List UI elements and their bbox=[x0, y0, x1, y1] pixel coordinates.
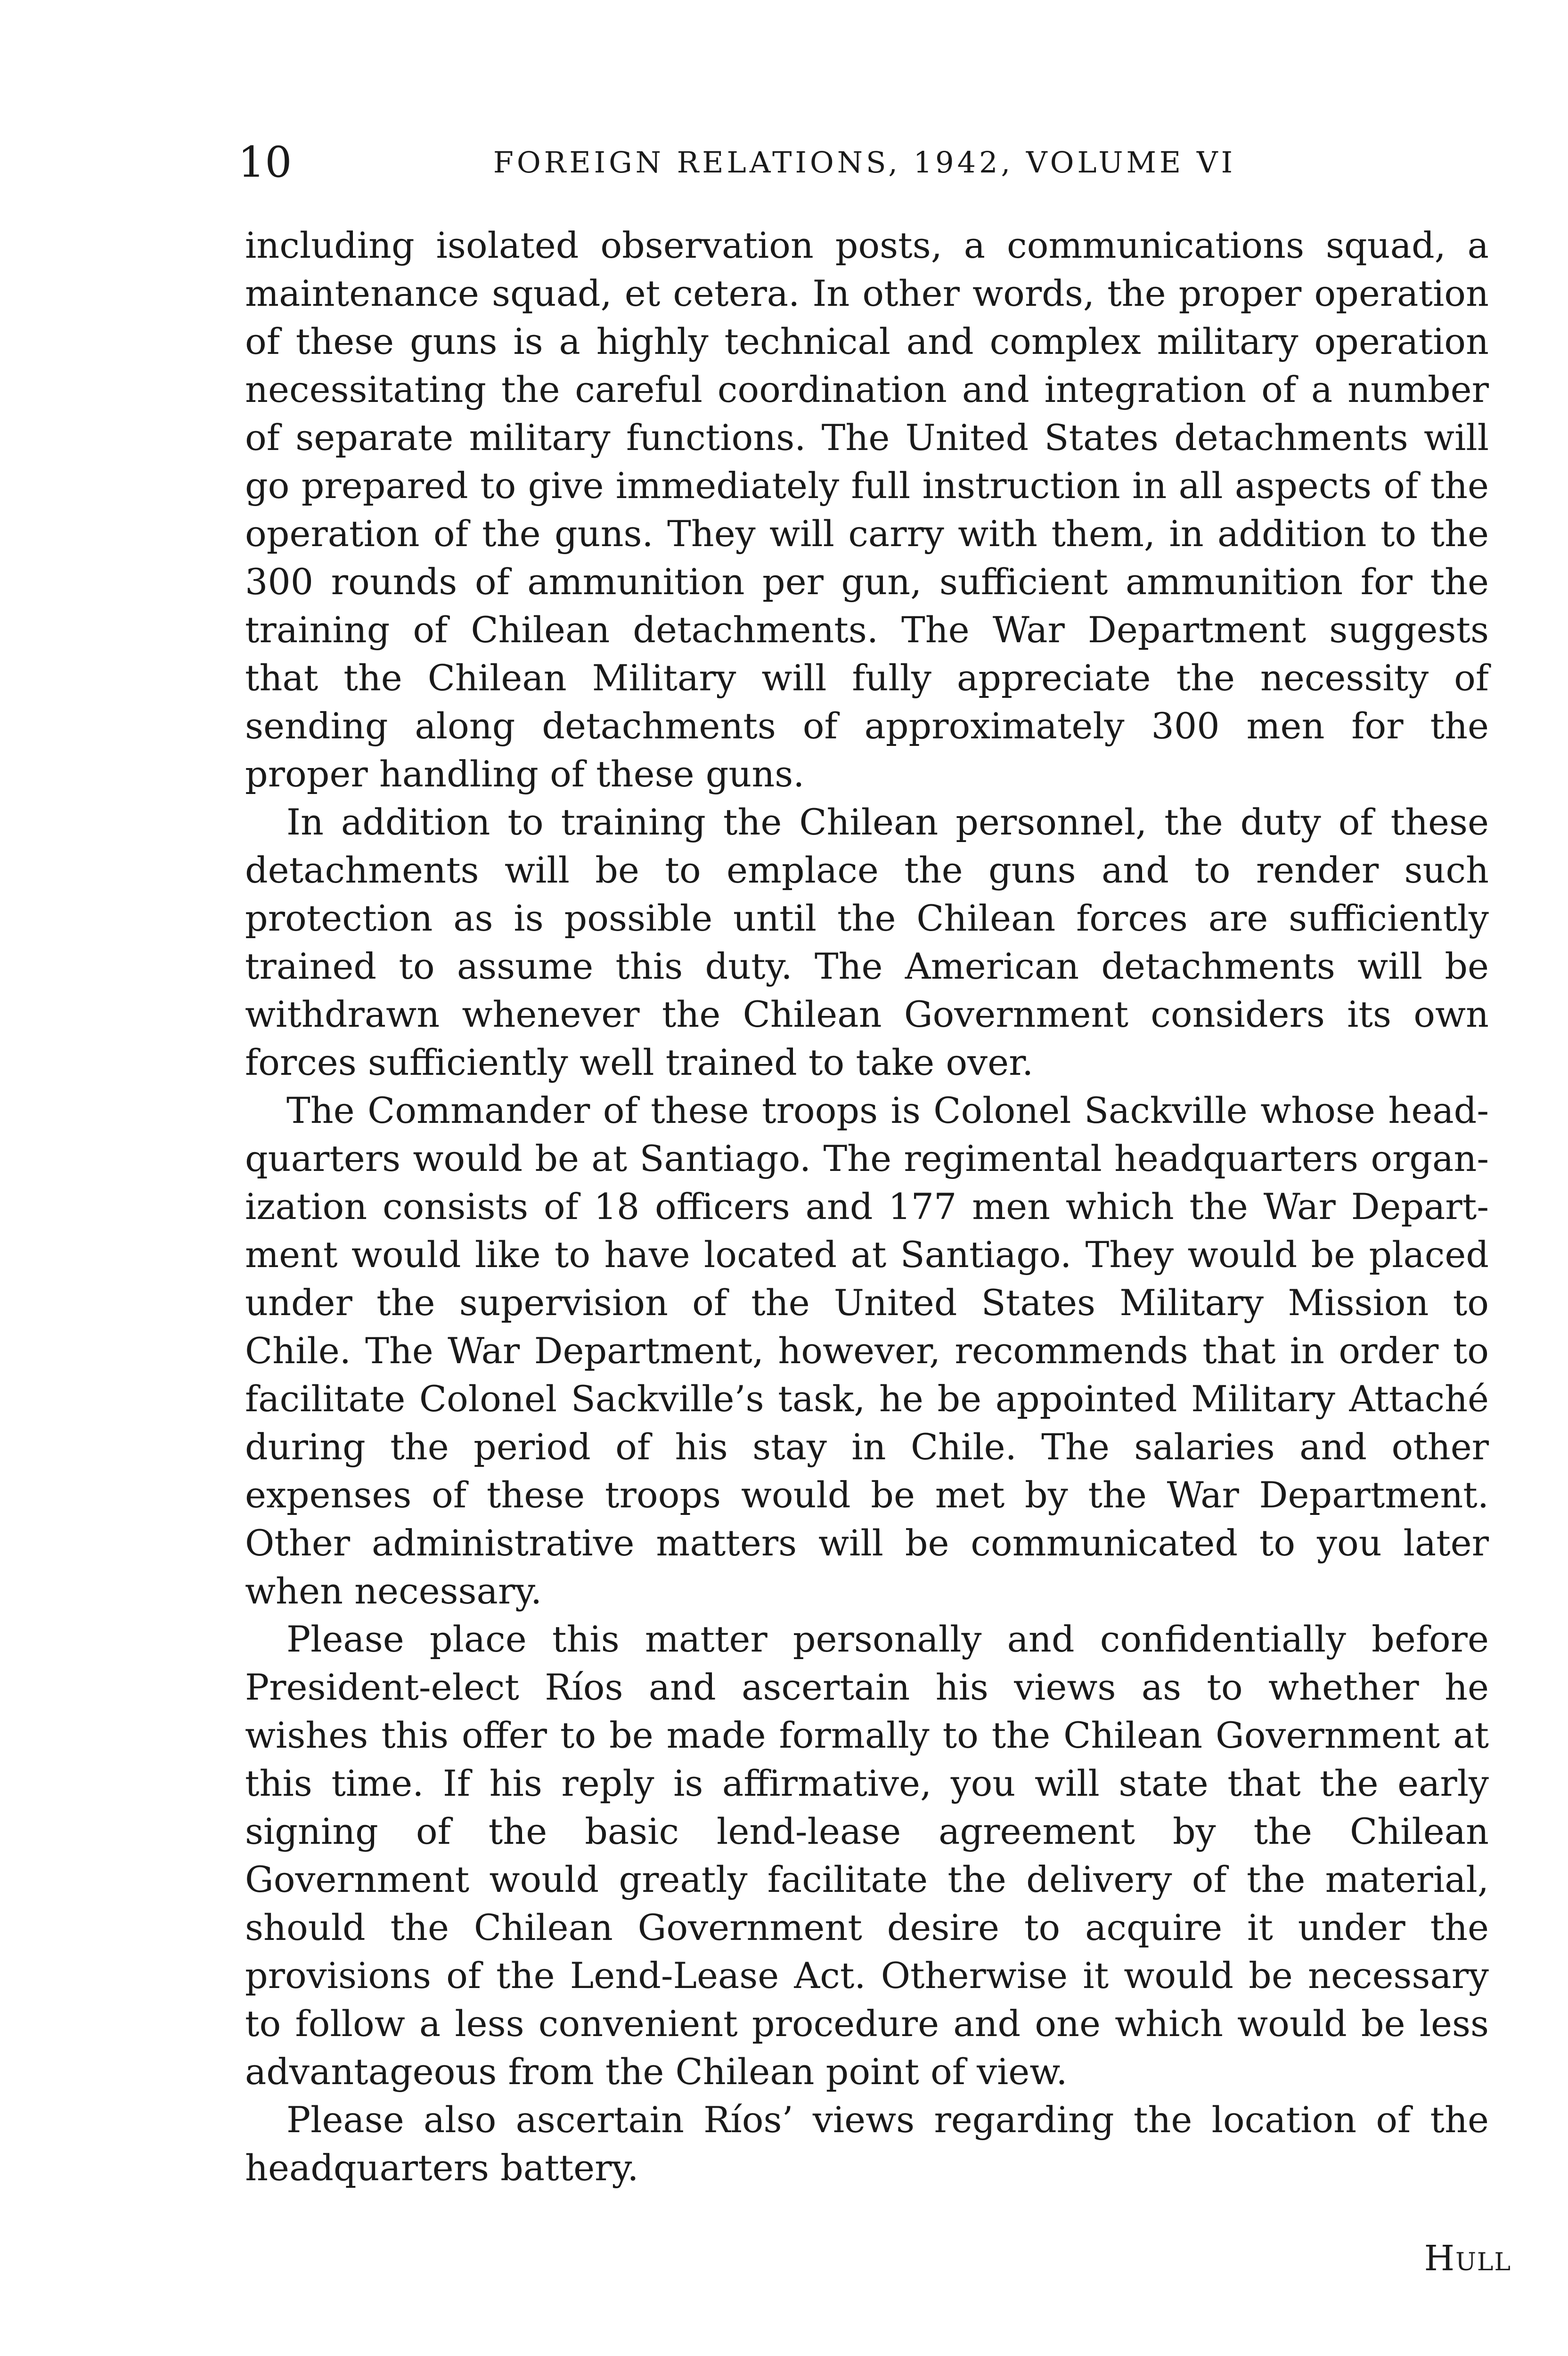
paragraph: including isolated observation posts, a communications squad, a maintenance squad, et cetera. In other words, the proper operation of these guns is a highly technical and complex military operation necessitating the careful coordination and integration of a number of separate military functions. The United States detachments will go prepared to give immediately full instruction in all aspects of the operation of the guns. They will carry with them, in addition to the 300 rounds of ammunition per gun, sufficient ammunition for the training of Chilean detachments. The War Department suggests that the Chilean Military will fully appreciate the necessity of sending along detachments of approximately 300 men for the proper handling of these guns. bbox=[245, 224, 1489, 795]
paragraph: Please also ascertain Ríos’ views regarding the location of the headquarters battery. bbox=[245, 2099, 1489, 2189]
page-number: 10 bbox=[238, 138, 292, 187]
signature: Hull bbox=[1424, 2238, 1511, 2279]
paragraph: The Commander of these troops is Colonel Sackville whose headquarters would be at Santiago. The regimental headquarters organization consists of 18 officers and 177 men which the War Department would like to have located at Santiago. They would be placed under the supervision of the United States Military Mission to Chile. The War Department, however, recommends that in order to facilitate Colonel Sackville’s task, he be appointed Military Attaché during the period of his stay in Chile. The salaries and other expenses of these troops would be met by the War Department. Other administrative matters will be communicated to you later when necessary. bbox=[245, 1089, 1489, 1612]
document-body bbox=[245, 221, 1489, 2192]
page-header bbox=[238, 137, 1491, 188]
paragraph: Please place this matter personally and confidentially before President-elect Ríos and ascertain his views as to whether he wishes this offer to be made formally to the Chilean Government at this time. If his reply is affirmative, you will state that the early signing of the basic lend-lease agreement by the Chilean Government would greatly facilitate the delivery of the material, should the Chilean Government desire to acquire it under the provisions of the Lend-Lease Act. Otherwise it would be necessary to follow a less convenient procedure and one which would be less advantageous from the Chilean point of view. bbox=[245, 1618, 1489, 2093]
running-head: FOREIGN RELATIONS, 1942, VOLUME VI bbox=[493, 145, 1236, 180]
paragraph: In addition to training the Chilean personnel, the duty of these detachments will be to emplace the guns and to render such protection as is possible until the Chilean forces are sufficiently trained to assume this duty. The American detachments will be withdrawn whenever the Chilean Government considers its own forces sufficiently well trained to take over. bbox=[245, 801, 1489, 1083]
